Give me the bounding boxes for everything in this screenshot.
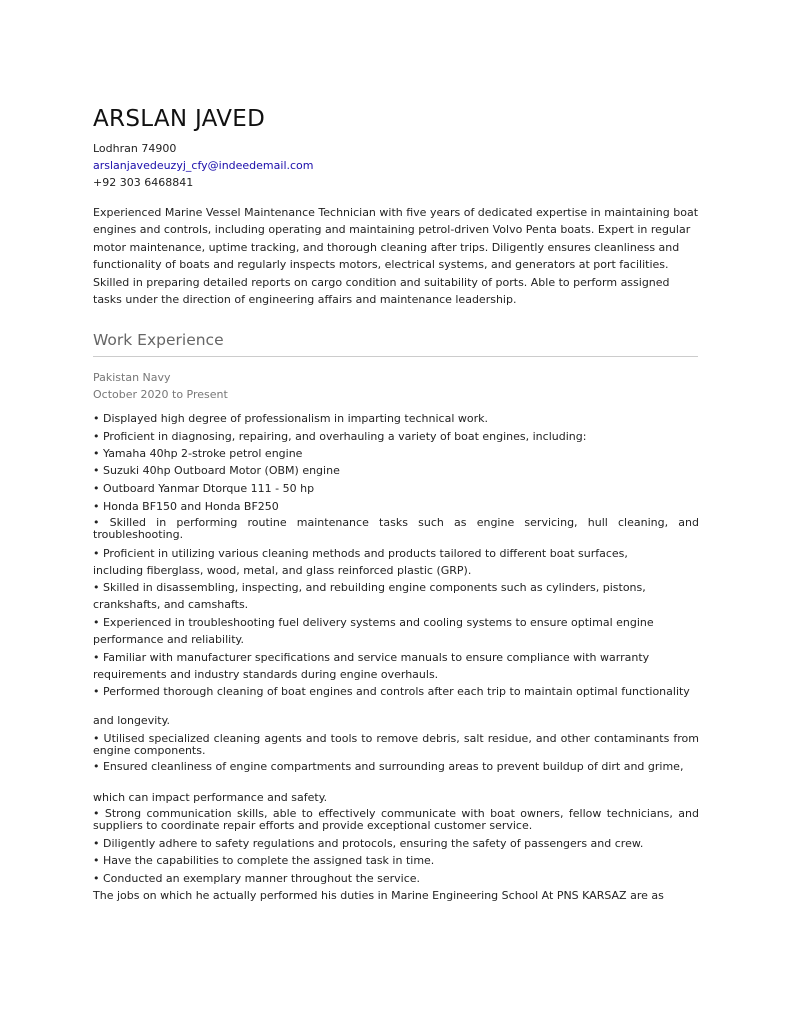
- list-item: • Utilised specialized cleaning agents and tools to remove debris, salt residue, and other contaminants from engine components.: [93, 732, 699, 757]
- job-company: Pakistan Navy: [93, 371, 171, 384]
- contact-email-link[interactable]: arslanjavedeuzyj_cfy@indeedemail.com: [93, 159, 314, 172]
- section-divider: [93, 356, 698, 357]
- list-item: • Familiar with manufacturer specifications and service manuals to ensure compliance with warranty requirements and industry standards during engine overhauls.: [93, 651, 650, 681]
- list-item: • Conducted an exemplary manner throughout the service.: [93, 872, 421, 885]
- list-item: • Yamaha 40hp 2-stroke petrol engine: [93, 447, 303, 460]
- list-item: • Honda BF150 and Honda BF250: [93, 500, 279, 513]
- candidate-name: ARSLAN JAVED: [93, 106, 266, 132]
- summary-paragraph: Experienced Marine Vessel Maintenance Technician with five years of dedicated expertise in maintaining boat engines and controls, including operating and maintaining petrol-driven Volvo Penta boats. Expert in regular motor maintenance, uptime tracking, and thorough cleaning after trips. Diligently ensures cleanliness and functionality of boats and regularly inspects motors, electrical systems, and generators at port facilities. Skilled in preparing detailed reports on cargo condition and suitability of ports. Able to perform assigned tasks under the direction of engineering affairs and maintenance leadership.: [93, 206, 699, 307]
- list-item: • Skilled in disassembling, inspecting, and rebuilding engine components such as cylinders, pistons, crankshafts, and camshafts.: [93, 581, 646, 611]
- list-item-continuation: and longevity.: [93, 714, 171, 727]
- list-item-continuation: which can impact performance and safety.: [93, 791, 328, 804]
- list-item: • Have the capabilities to complete the assigned task in time.: [93, 854, 435, 867]
- list-item: • Outboard Yanmar Dtorque 111 - 50 hp: [93, 482, 315, 495]
- list-item: • Performed thorough cleaning of boat engines and controls after each trip to maintain optimal functionality: [93, 685, 690, 698]
- paragraph-continuation: The jobs on which he actually performed his duties in Marine Engineering School At PNS KARSAZ are as: [93, 889, 664, 902]
- job-dates: October 2020 to Present: [93, 388, 228, 401]
- list-item: • Proficient in diagnosing, repairing, and overhauling a variety of boat engines, including:: [93, 430, 587, 443]
- contact-phone: +92 303 6468841: [93, 176, 194, 189]
- list-item: • Strong communication skills, able to effectively communicate with boat owners, fellow technicians, and suppliers to coordinate repair efforts and provide exceptional customer service.: [93, 807, 699, 832]
- list-item: • Ensured cleanliness of engine compartments and surrounding areas to prevent buildup of dirt and grime,: [93, 760, 684, 773]
- section-title-work-experience: Work Experience: [93, 331, 224, 349]
- list-item: • Experienced in troubleshooting fuel delivery systems and cooling systems to ensure optimal engine performance and reliability.: [93, 616, 654, 646]
- list-item: • Proficient in utilizing various cleaning methods and products tailored to different boat surfaces, including fiberglass, wood, metal, and glass reinforced plastic (GRP).: [93, 547, 628, 577]
- list-item: • Displayed high degree of professionalism in imparting technical work.: [93, 412, 488, 425]
- list-item: • Suzuki 40hp Outboard Motor (OBM) engine: [93, 464, 340, 477]
- list-item: • Diligently adhere to safety regulations and protocols, ensuring the safety of passengers and crew.: [93, 837, 644, 850]
- list-item: • Skilled in performing routine maintenance tasks such as engine servicing, hull cleaning, and troubleshooting.: [93, 516, 699, 541]
- contact-city: Lodhran 74900: [93, 142, 177, 155]
